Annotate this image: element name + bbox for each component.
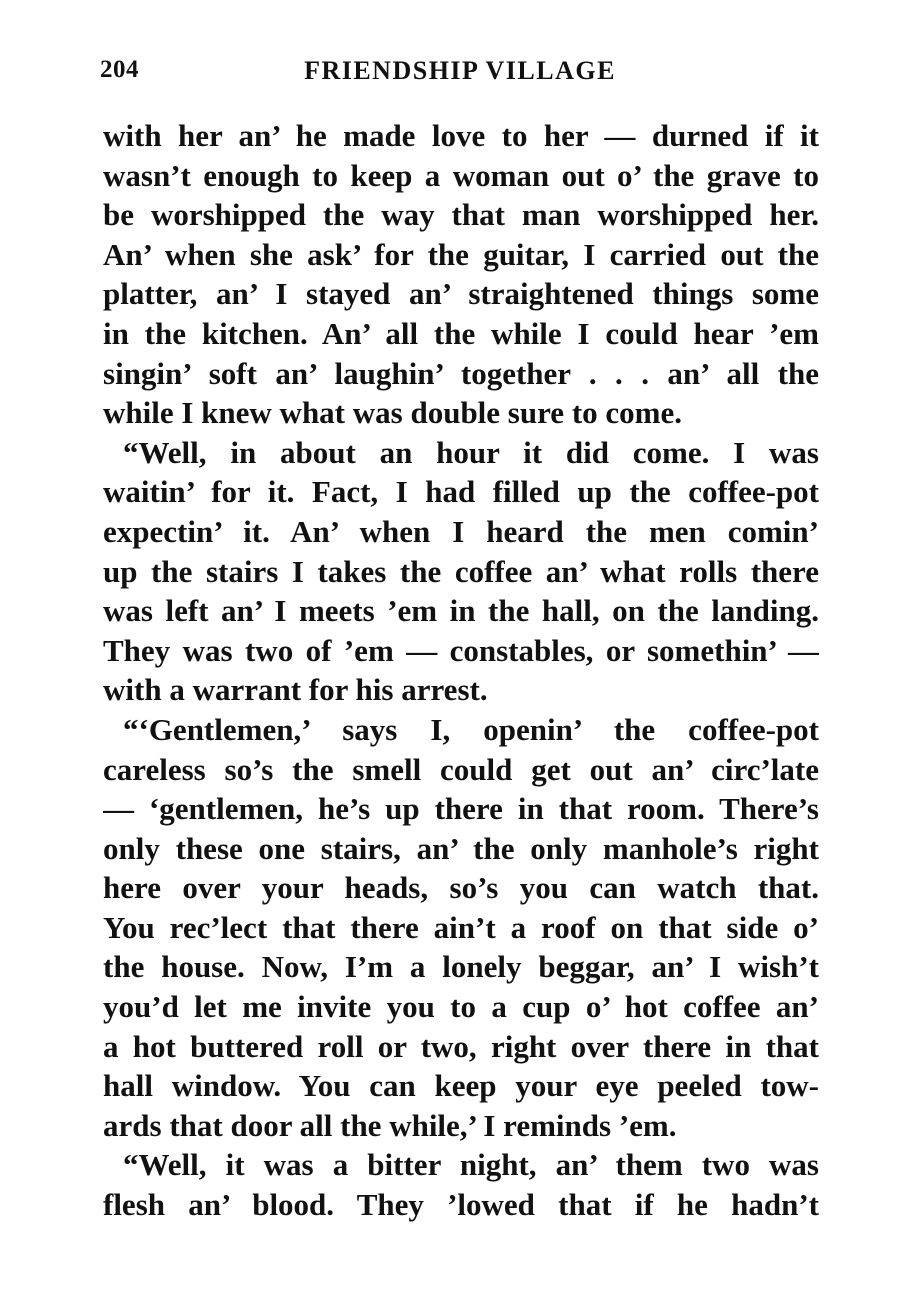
text-line: only these one stairs, an’ the only manhole’s right: [103, 830, 819, 866]
text-line: ards that door all the while,’ I reminds ’em.: [103, 1107, 677, 1143]
text-line: here over your heads, so’s you can watch that.: [103, 870, 819, 906]
text-line: up the stairs I takes the coffee an’ what rolls there: [103, 553, 819, 589]
text-line: — ‘gentlemen, he’s up there in that room. There’s: [103, 791, 819, 827]
text-line: You rec’lect that there ain’t a roof on that side o’: [103, 909, 819, 945]
text-line: platter, an’ I stayed an’ straightened things some: [103, 276, 819, 312]
text-line: An’ when she ask’ for the guitar, I carried out the: [103, 236, 819, 272]
text-line: with a warrant for his arrest.: [103, 672, 488, 708]
text-line: in the kitchen. An’ all the while I could hear ’em: [103, 315, 819, 351]
text-line: flesh an’ blood. They ’lowed that if he hadn’t: [103, 1187, 819, 1223]
text-line: with her an’ he made love to her — durned if it: [103, 118, 819, 153]
text-line: you’d let me invite you to a cup o’ hot coffee an’: [103, 989, 819, 1025]
text-line: hall window. You can keep your eye peeled tow-: [103, 1068, 819, 1104]
text-line: “Well, it was a bitter night, an’ them two was: [123, 1147, 819, 1183]
text-line: expectin’ it. An’ when I heard the men comin’: [103, 513, 819, 549]
text-line: a hot buttered roll or two, right over there in that: [103, 1028, 819, 1064]
body-text: [103, 116, 819, 1225]
text-line: “‘Gentlemen,’ says I, openin’ the coffee-pot: [123, 711, 819, 747]
running-head: [100, 56, 820, 96]
text-line: “Well, in about an hour it did come. I was: [123, 434, 819, 470]
page-number: 204: [100, 56, 139, 83]
text-line: waitin’ for it. Fact, I had filled up the coffee-pot: [103, 474, 819, 510]
text-line: while I knew what was double sure to come.: [103, 395, 682, 431]
book-title: FRIENDSHIP VILLAGE: [304, 56, 616, 85]
text-line: wasn’t enough to keep a woman out o’ the grave to: [103, 157, 819, 193]
text-line: singin’ soft an’ laughin’ together . . . an’ all the: [103, 355, 819, 391]
text-line: be worshipped the way that man worshipped her.: [103, 197, 819, 233]
text-line: the house. Now, I’m a lonely beggar, an’ I wish’t: [103, 949, 819, 985]
text-line: careless so’s the smell could get out an’ circ’late: [103, 751, 819, 787]
text-line: They was two of ’em — constables, or somethin’ —: [103, 632, 819, 668]
text-line: was left an’ I meets ’em in the hall, on the landing.: [103, 593, 819, 629]
